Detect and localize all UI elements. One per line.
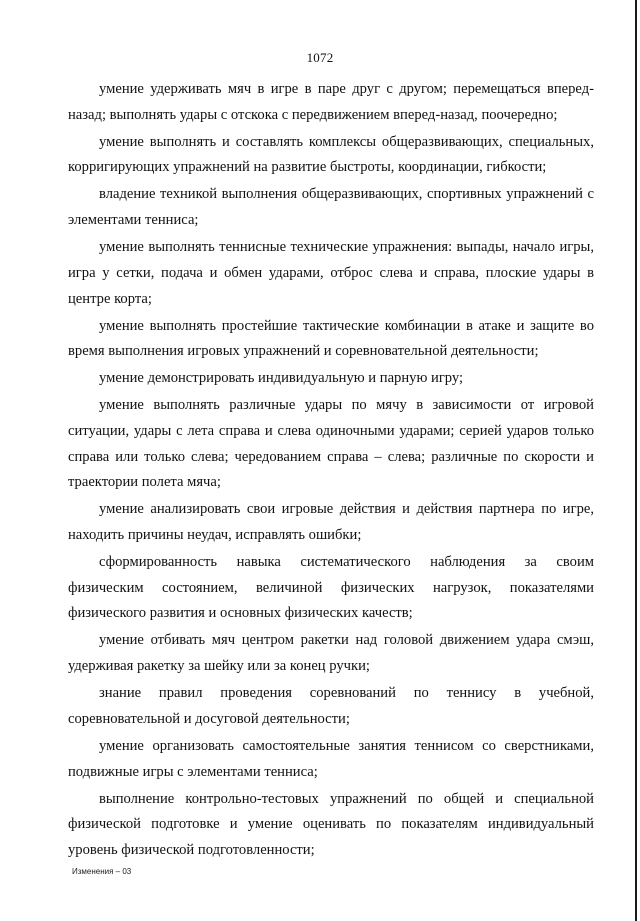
paragraph: владение техникой выполнения общеразвивающих, спортивных упражнений с элементами тенниса; — [68, 186, 594, 229]
paragraph: сформированность навыка систематического наблюдения за своим физическим состоянием, величиной физических нагрузок, показателями физического развития и основных физических качеств; — [68, 554, 594, 622]
paragraph: умение анализировать свои игровые действия и действия партнера по игре, находить причины неудач, исправлять ошибки; — [68, 501, 594, 544]
document-body — [68, 77, 594, 865]
paragraph: знание правил проведения соревнований по теннису в учебной, соревновательной и досуговой деятельности; — [68, 685, 594, 727]
paragraph: выполнение контрольно-тестовых упражнений по общей и специальной физической подготовке и умение оценивать по показателям индивидуальный уровень физической подготовленности; — [68, 790, 594, 858]
paragraph: умение удерживать мяч в игре в паре друг с другом; перемещаться вперед-назад; выполнять удары с отскока с передвижением вперед-назад, поочередно; — [68, 81, 594, 123]
paragraph: умение выполнять различные удары по мячу в зависимости от игровой ситуации, удары с лета справа и слева одиночными ударами; серией ударов только справа или только слева; чередованием справа – слева; различные по скорости и траектории полета мяча; — [68, 397, 594, 491]
paragraph: умение выполнять и составлять комплексы общеразвивающих, специальных, корригирующих упражнений на развитие быстроты, координации, гибкости; — [68, 133, 594, 176]
paragraph: умение демонстрировать индивидуальную и парную игру; — [99, 370, 464, 387]
paragraph: умение выполнять теннисные технические упражнения: выпады, начало игры, игра у сетки, подача и обмен ударами, отброс слева и справа, плоские удары в центре корта; — [68, 239, 594, 307]
paragraph: умение выполнять простейшие тактические комбинации в атаке и защите во время выполнения игровых упражнений и соревновательной деятельности; — [68, 317, 594, 360]
paragraph: умение организовать самостоятельные занятия теннисом со сверстниками, подвижные игры с элементами тенниса; — [68, 737, 594, 780]
page-edge-line — [635, 0, 637, 921]
page-number: 1072 — [306, 50, 334, 65]
revision-note: Изменения – 03 — [72, 867, 132, 876]
paragraph: умение отбивать мяч центром ракетки над головой движением удара смэш, удерживая ракетку за шейку или за конец ручки; — [68, 632, 594, 675]
